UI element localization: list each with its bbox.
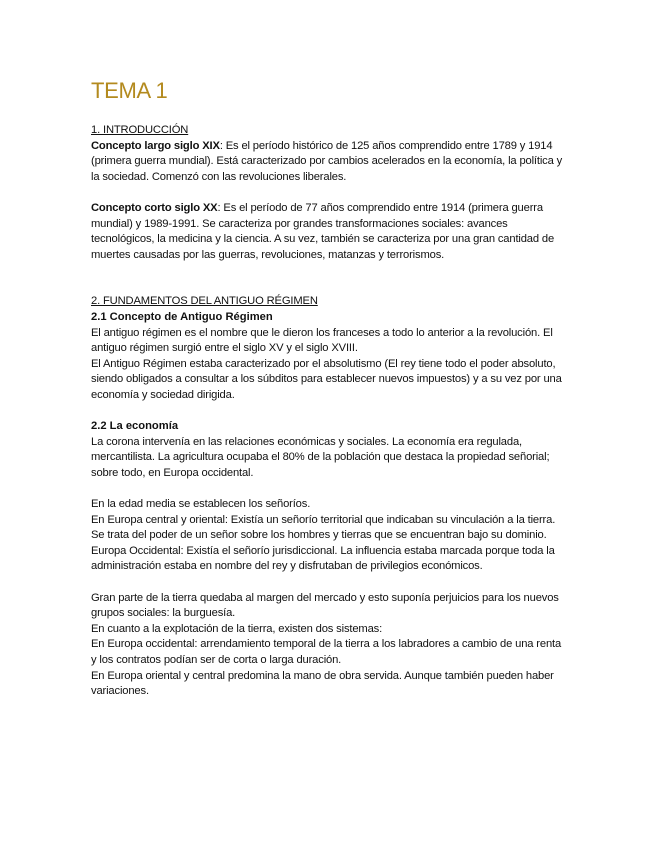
spacer — [91, 263, 566, 294]
definition-corto-siglo-xx: : Es el período de 77 años comprendido entre 1914 (primera guerra mundial) y 1989-1991. Se caracteriza por grandes transformaciones sociales: avances tecnológicos, la medicina y la ciencia. A su vez, también se caracteriza por una gran cantidad de muertes causadas por las guerras, revoluciones, matanzas y terrorismos. — [91, 201, 555, 261]
paragraph: Gran parte de la tierra quedaba al margen del mercado y esto suponía perjuicios para los nuevos grupos sociales: la burguesía. — [91, 591, 559, 620]
term-corto-siglo-xx: Concepto corto siglo XX — [91, 201, 218, 214]
paragraph-corto-siglo-xx — [91, 201, 566, 263]
section-heading-fundamentos: 2. FUNDAMENTOS DEL ANTIGUO RÉGIMEN — [91, 295, 318, 308]
paragraph: En cuanto a la explotación de la tierra, existen dos sistemas: — [91, 622, 383, 635]
paragraph: En Europa occidental: arrendamiento temporal de la tierra a los labradores a cambio de una renta y los contratos podían ser de corta o larga duración. — [91, 638, 562, 666]
paragraph: En Europa central y oriental: Existía un señorío territorial que indicaban su vinculación a la tierra. Se trata del poder de un señor sobre los hombres y tierras que se encuentran bajo su dominio. — [91, 513, 556, 542]
subheading-la-economia: 2.2 La economía — [91, 420, 179, 433]
paragraph: La corona intervenía en las relaciones económicas y sociales. La economía era regulada, mercantilista. La agricultura ocupaba el 80% de la población que destaca la propiedad señorial; sobre todo, en Europa occidental. — [91, 435, 550, 479]
document-title: TEMA 1 — [91, 78, 168, 103]
spacer — [91, 185, 566, 201]
spacer — [91, 481, 566, 497]
section-heading-introduccion: 1. INTRODUCCIÓN — [91, 124, 189, 136]
subheading-concepto-antiguo-regimen: 2.1 Concepto de Antiguo Régimen — [91, 310, 273, 323]
document-page — [91, 78, 566, 700]
paragraph: En Europa oriental y central predomina la mano de obra servida. Aunque también pueden haber variaciones. — [91, 669, 554, 698]
spacer — [91, 404, 566, 420]
spacer — [91, 575, 566, 591]
paragraph: El Antiguo Régimen estaba caracterizado por el absolutismo (El rey tiene todo el poder absoluto, siendo obligados a consultar a los súbditos para establecer nuevos impuestos) y a su vez por una economía y sociedad dirigida. — [91, 357, 562, 401]
paragraph-largo-siglo-xix — [91, 139, 566, 186]
term-largo-siglo-xix: Concepto largo siglo XIX — [91, 139, 220, 152]
paragraph: En la edad media se establecen los señoríos. — [91, 498, 311, 511]
paragraph: El antiguo régimen es el nombre que le dieron los franceses a todo lo anterior a la revolución. El antiguo régimen surgió entre el siglo XV y el siglo XVIII. — [91, 326, 553, 355]
definition-largo-siglo-xix: : Es el período histórico de 125 años comprendido entre 1789 y 1914 (primera guerra mundial). Está caracterizado por cambios acelerados en la economía, la política y la sociedad. Comenzó con las revoluciones liberales. — [91, 139, 563, 183]
paragraph: Europa Occidental: Existía el señorío jurisdiccional. La influencia estaba marcada porque toda la administración estaba en nombre del rey y disfrutaban de privilegios económicos. — [91, 544, 555, 573]
